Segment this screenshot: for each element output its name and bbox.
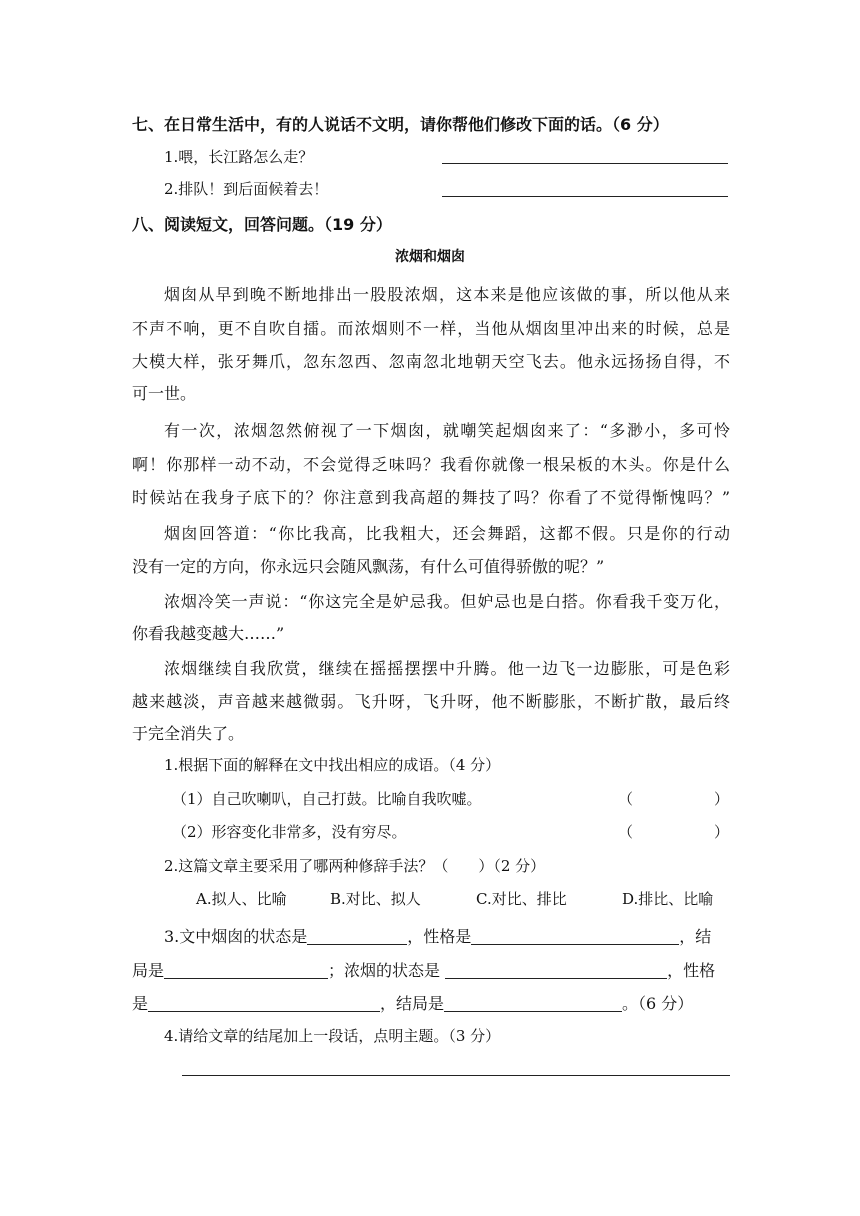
answer-paren-open: （ xyxy=(618,823,634,841)
passage-line: 浓烟继续自我欣赏，继续在摇摇摆摆中升腾。他一边飞一边膨胀，可是色彩 xyxy=(164,659,730,678)
passage-line: 于完全消失了。 xyxy=(132,724,245,743)
q3-text: 。（6 分） xyxy=(622,994,694,1013)
passage-line: 啊！你那样一动不动，不会觉得乏味吗？我看你就像一根呆板的木头。你是什么 xyxy=(132,455,730,474)
q8-sub-1: 1.根据下面的解释在文中找出相应的成语。（4 分） xyxy=(164,756,501,774)
q8-sub-1a: （1）自己吹喇叭，自己打鼓。比喻自我吹嘘。 xyxy=(172,790,482,808)
passage-line: 时候站在我身子底下的？你注意到我高超的舞技了吗？你看了不觉得惭愧吗？” xyxy=(132,488,730,507)
choice-b[interactable]: B.对比、拟人 xyxy=(330,890,421,908)
q7-answer-line-2[interactable] xyxy=(442,196,728,197)
q7-answer-line-1[interactable] xyxy=(442,163,728,164)
passage-line: 浓烟冷笑一声说：“你这完全是妒忌我。但妒忌也是白搭。你看我千变万化， xyxy=(164,592,730,611)
passage-line: 没有一定的方向，你永远只会随风飘荡，有什么可值得骄傲的呢？” xyxy=(132,557,605,576)
q8-sub-4: 4.请给文章的结尾加上一段话，点明主题。（3 分） xyxy=(164,1027,501,1045)
passage-line: 有一次，浓烟忽然俯视了一下烟囱，就嘲笑起烟囱来了：“多渺小，多可怜 xyxy=(164,421,730,440)
passage-line: 烟囱回答道：“你比我高，比我粗大，还会舞蹈，这都不假。只是你的行动 xyxy=(164,524,730,543)
q3-text: ，性格是 xyxy=(407,927,472,946)
q8-sub-1b: （2）形容变化非常多，没有穷尽。 xyxy=(172,823,407,841)
answer-paren-open: （ xyxy=(618,790,634,808)
blank-chimney-character[interactable] xyxy=(471,928,679,945)
passage-line: 烟囱从早到晚不断地排出一股股浓烟，这本来是他应该做的事，所以他从来 xyxy=(164,285,730,304)
blank-smoke-state[interactable] xyxy=(445,962,667,979)
q8-sub-3-line-1 xyxy=(164,924,711,947)
q3-text: ，结局是 xyxy=(380,994,445,1013)
q3-text: 3.文中烟囱的状态是 xyxy=(164,927,308,946)
q3-text: 局是 xyxy=(132,961,165,980)
passage-line: 你看我越变越大……” xyxy=(132,624,285,643)
q8-sub-2: 2.这篇文章主要采用了哪两种修辞手法？（ ）（2 分） xyxy=(164,857,546,875)
answer-paren-close: ） xyxy=(714,823,730,841)
blank-chimney-ending[interactable] xyxy=(164,962,328,979)
q3-text: 是 xyxy=(132,994,149,1013)
q4-answer-line[interactable] xyxy=(182,1075,730,1076)
choice-d[interactable]: D.排比、比喻 xyxy=(622,890,714,908)
q3-text: ，结 xyxy=(679,927,712,946)
q7-item-1: 1.喂，长江路怎么走？ xyxy=(164,148,314,166)
choice-c[interactable]: C.对比、排比 xyxy=(476,890,567,908)
choice-a[interactable]: A.拟人、比喻 xyxy=(196,890,287,908)
blank-smoke-character[interactable] xyxy=(148,995,380,1012)
blank-smoke-ending[interactable] xyxy=(444,995,622,1012)
passage-line: 不声不响，更不自吹自擂。而浓烟则不一样，当他从烟囱里冲出来的时候，总是 xyxy=(132,319,730,338)
passage-line: 可一世。 xyxy=(132,384,197,403)
answer-paren-close: ） xyxy=(714,790,730,808)
q7-heading: 七、在日常生活中，有的人说话不文明，请你帮他们修改下面的话。（6 分） xyxy=(132,115,669,134)
passage-line: 越来越淡，声音越来越微弱。飞升呀，飞升呀，他不断膨胀，不断扩散，最后终 xyxy=(132,692,730,711)
q3-text: ，性格 xyxy=(667,961,716,980)
q8-heading: 八、阅读短文，回答问题。（19 分） xyxy=(132,215,392,234)
q8-sub-3-line-2 xyxy=(132,958,715,981)
q3-text: ；浓烟的状态是 xyxy=(328,961,446,980)
passage-line: 大模大样，张牙舞爪，忽东忽西、忽南忽北地朝天空飞去。他永远扬扬自得，不 xyxy=(132,352,730,371)
blank-chimney-state[interactable] xyxy=(307,928,407,945)
passage-title: 浓烟和烟囱 xyxy=(395,249,465,265)
q8-sub-3-line-3 xyxy=(132,991,693,1014)
q7-item-2: 2.排队！到后面候着去！ xyxy=(164,180,329,198)
